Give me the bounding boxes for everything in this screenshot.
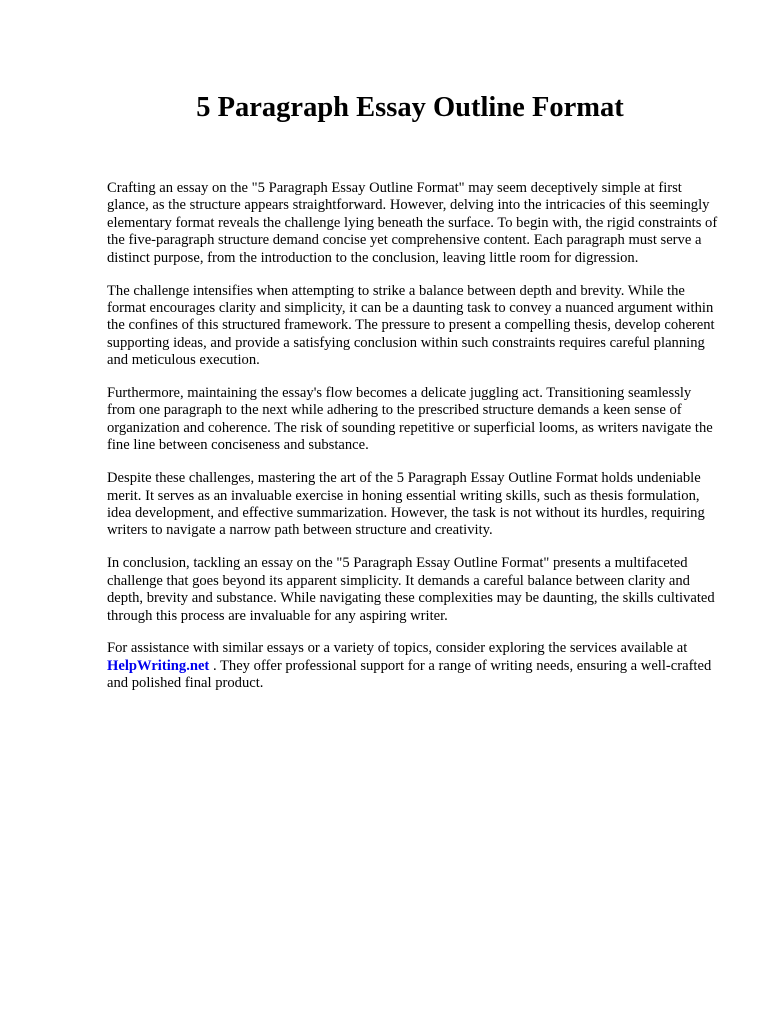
paragraph-conclusion: In conclusion, tackling an essay on the "5 Paragraph Essay Outline Format" presents a multifaceted challenge that goes beyond its apparent simplicity. It demands a careful balance between clarity and depth, brevity and substance. While navigating these complexities may be daunting, the skills cultivated through this process are invaluable for any aspiring writer. [107, 555, 715, 624]
closing-text-before: For assistance with similar essays or a variety of topics, consider exploring the services available at [107, 640, 688, 657]
closing-text-after: . They offer professional support for a range of writing needs, ensuring a well-crafted and polished final product. [107, 657, 712, 692]
helpwriting-link[interactable]: HelpWriting.net [107, 657, 210, 674]
document-title: 5 Paragraph Essay Outline Format [196, 92, 624, 123]
paragraph-merit: Despite these challenges, mastering the art of the 5 Paragraph Essay Outline Format holds undeniable merit. It serves as an invaluable exercise in honing essential writing skills, such as thesis formulation, idea development, and effective summarization. However, the task is not without its hurdles, requiring writers to navigate a narrow path between structure and creativity. [107, 470, 705, 539]
document-body [107, 180, 719, 708]
paragraph-depth-brevity: The challenge intensifies when attempting to strike a balance between depth and brevity. While the format encourages clarity and simplicity, it can be a daunting task to convey a nuanced argument within the confines of this structured framework. The pressure to present a compelling thesis, develop coherent supporting ideas, and provide a satisfying conclusion within such constraints requires careful planning and meticulous execution. [107, 282, 715, 369]
paragraph-intro: Crafting an essay on the "5 Paragraph Essay Outline Format" may seem deceptively simple at first glance, as the structure appears straightforward. However, delving into the intricacies of this seemingly elementary format reveals the challenge lying beneath the surface. To begin with, the rigid constraints of the five-paragraph structure demand concise yet comprehensive content. Each paragraph must serve a distinct purpose, from the introduction to the conclusion, leaving little room for digression. [107, 180, 718, 266]
paragraph-flow: Furthermore, maintaining the essay's flow becomes a delicate juggling act. Transitioning seamlessly from one paragraph to the next while adhering to the prescribed structure demands a keen sense of organization and coherence. The risk of sounding repetitive or superficial looms, as writers navigate the fine line between conciseness and substance. [107, 385, 713, 454]
paragraph-closing [107, 640, 719, 692]
